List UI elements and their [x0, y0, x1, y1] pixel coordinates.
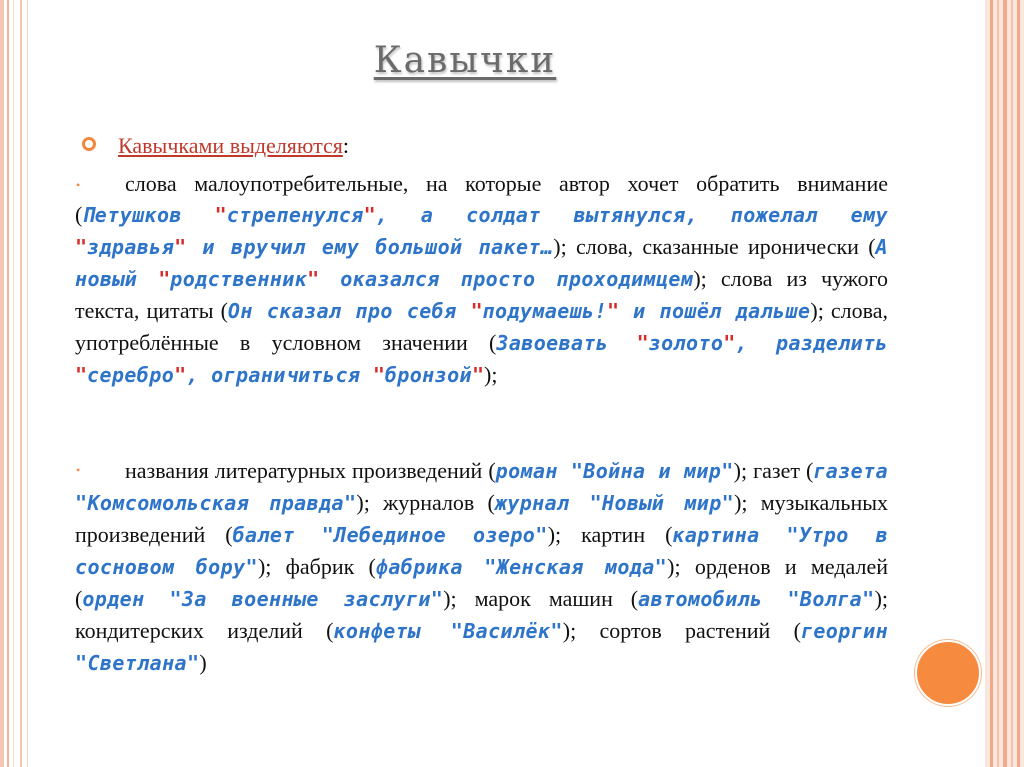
- example-text: и вручил ему большой пакет…: [186, 235, 554, 259]
- example-text: , а солдат вытянулся, пожелал ему: [375, 203, 888, 227]
- right-border-stripe: [1017, 0, 1020, 767]
- right-border-stripe: [990, 0, 993, 767]
- text: ); картин (: [547, 522, 673, 547]
- example-text: конфеты: [333, 619, 451, 643]
- example-name: "Светлана": [75, 651, 200, 675]
- quote-mark: ": [471, 363, 484, 387]
- example-text: автомобиль: [638, 587, 788, 611]
- example-text: фабрика: [375, 555, 485, 579]
- left-border-stripe: [27, 0, 28, 767]
- left-border-stripe: [0, 0, 4, 767]
- text: ); музыкальных произведений (: [75, 490, 888, 547]
- subheading-colon: :: [342, 133, 349, 158]
- slide-title: Кавычки: [373, 40, 557, 81]
- quote-mark: ": [75, 235, 88, 259]
- paragraph-titles: [75, 455, 888, 679]
- example-text: роман: [495, 459, 571, 483]
- example-text: орден: [82, 587, 170, 611]
- text: ); марок машин (: [443, 586, 639, 611]
- example-text: , разделить: [735, 331, 888, 355]
- example-text: Завоевать: [496, 331, 637, 355]
- left-border-stripe: [13, 0, 14, 767]
- text: ); журналов (: [356, 490, 495, 515]
- ring-bullet-icon: [82, 137, 96, 151]
- example-text: газета: [813, 459, 889, 483]
- quote-mark: ": [636, 331, 649, 355]
- quote-mark: ": [363, 203, 376, 227]
- text: );: [484, 362, 498, 387]
- bullet-dot-icon: •: [76, 178, 81, 192]
- text: ); слова из чужого текста, цитаты (: [75, 266, 888, 323]
- right-border-stripe: [1003, 0, 1007, 767]
- example-text: журнал: [494, 491, 590, 515]
- text: ); орденов и медалей (: [75, 554, 888, 611]
- example-name: "Женская мода": [484, 555, 668, 579]
- subheading-text: Кавычками выделяются: [118, 133, 343, 158]
- example-text: подумаешь!: [482, 299, 608, 323]
- text: ); газет (: [733, 458, 814, 483]
- example-text: и пошёл дальше: [619, 299, 811, 323]
- quote-mark: ": [174, 235, 187, 259]
- example-text: бронзой: [384, 363, 472, 387]
- example-text: А новый: [75, 235, 888, 291]
- example-text: золото: [648, 331, 724, 355]
- bullet-dot-icon: •: [76, 463, 81, 477]
- example-text: Он сказал про себя: [227, 299, 471, 323]
- text: ); кондитерских изделий (: [75, 586, 889, 643]
- quote-mark: ": [470, 299, 483, 323]
- quote-mark: ": [723, 331, 736, 355]
- quote-mark: ": [214, 203, 227, 227]
- subheading: [82, 133, 349, 159]
- example-text: стрепенулся: [226, 203, 364, 227]
- example-text: , ограничиться: [186, 363, 373, 387]
- paragraph-rare-words: [75, 168, 888, 391]
- example-name: "Василёк": [450, 619, 563, 643]
- text: ): [199, 650, 207, 675]
- example-name: "За военные заслуги": [169, 587, 444, 611]
- example-name: "Волга": [787, 587, 875, 611]
- example-name: "Война и мир": [570, 459, 734, 483]
- text: ); сортов растений (: [562, 618, 801, 643]
- text: ); фабрик (: [257, 554, 376, 579]
- text: ); слова, употреблённые в условном значении (: [75, 298, 888, 355]
- example-text: оказался просто проходимцем: [319, 267, 694, 291]
- left-border-stripe: [20, 0, 22, 767]
- example-text: георгин: [800, 619, 889, 643]
- left-border-stripe: [7, 0, 9, 767]
- example-text: балет: [232, 523, 322, 547]
- quote-mark: ": [307, 267, 320, 291]
- quote-mark: ": [174, 363, 187, 387]
- example-name: "Новый мир": [589, 491, 735, 515]
- decorative-orange-circle: [915, 640, 981, 706]
- quote-mark: ": [607, 299, 620, 323]
- text: слова малоупотребительные, на которые автор хочет обратить внимание (: [75, 171, 888, 227]
- text: названия литературных произведений (: [125, 458, 496, 483]
- example-text: Петушков: [82, 203, 215, 227]
- example-text: серебро: [87, 363, 175, 387]
- example-text: родственник: [170, 267, 308, 291]
- quote-mark: ": [158, 267, 171, 291]
- quote-mark: ": [372, 363, 385, 387]
- example-text: здравья: [87, 235, 175, 259]
- example-text: картина: [672, 523, 787, 547]
- example-name: "Комсомольская правда": [75, 491, 357, 515]
- quote-mark: ": [75, 363, 88, 387]
- text: ); слова, сказанные иронически (: [553, 234, 876, 259]
- right-border-stripe: [1011, 0, 1013, 767]
- example-name: "Лебединое озеро": [321, 523, 548, 547]
- right-border-stripe: [997, 0, 999, 767]
- example-name: "Утро в сосновом бору": [75, 523, 889, 579]
